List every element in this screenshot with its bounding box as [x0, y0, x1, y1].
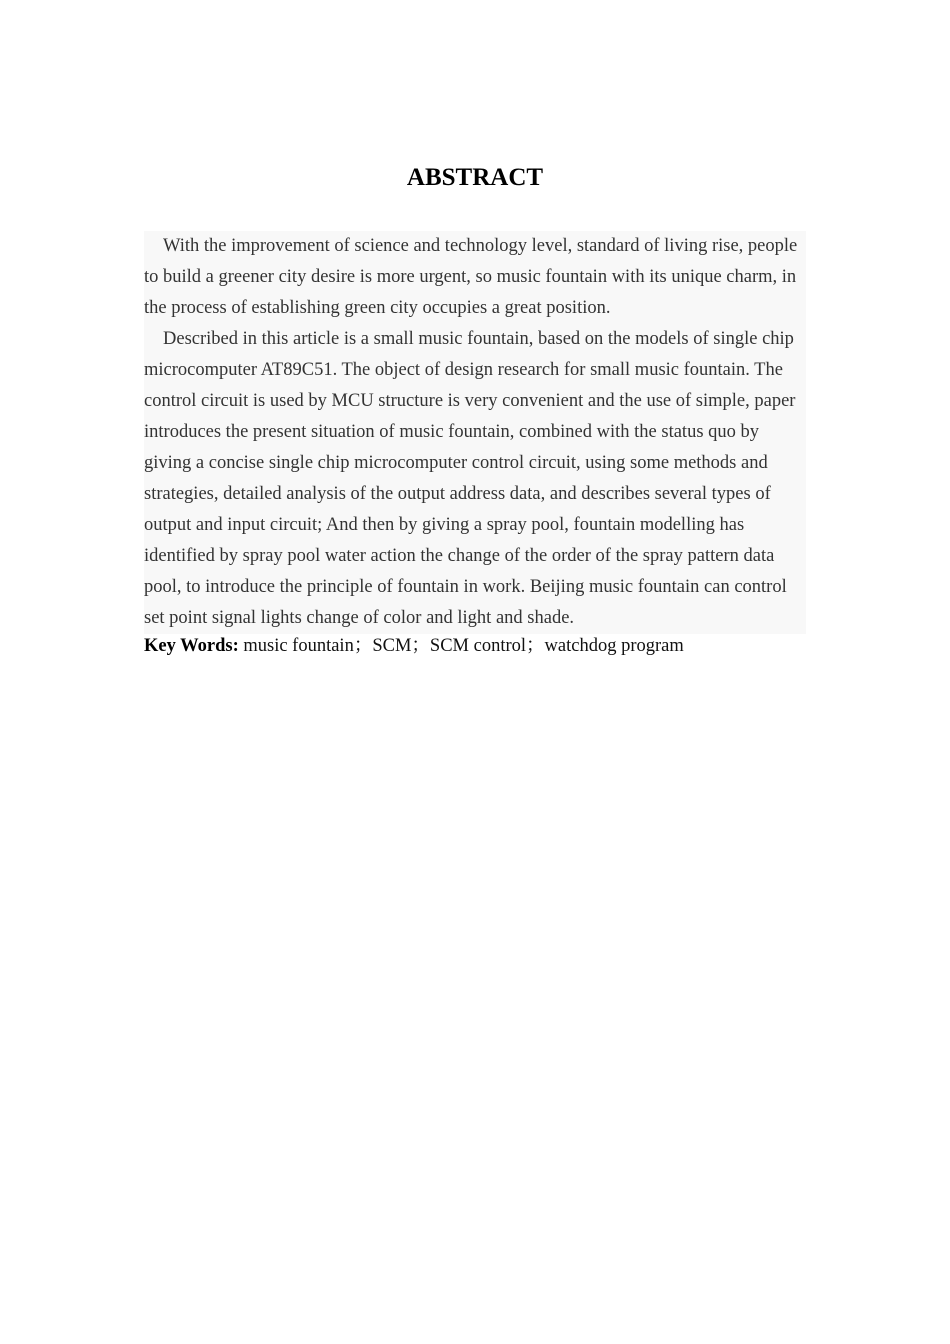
abstract-paragraph-1: With the improvement of science and technology level, standard of living rise, people to build a greener city desire is more urgent, so music fountain with its unique charm, in the process of establishing green city occupies a great position. [144, 236, 798, 318]
abstract-body [144, 231, 806, 634]
keyword-item: SCM； [372, 636, 430, 656]
keyword-item: SCM control； [429, 636, 545, 656]
keyword-item: watchdog program [544, 636, 684, 656]
keywords-line [144, 631, 824, 662]
abstract-title: ABSTRACT [406, 164, 544, 191]
keywords-label: Key Words: [144, 636, 239, 656]
abstract-paragraph-2: Described in this article is a small music fountain, based on the models of single chip microcomputer AT89C51. The object of design research for small music fountain. The control circuit is used by MCU structure is very convenient and the use of simple, paper introduces the present situation of music fountain, combined with the status quo by giving a concise single chip microcomputer control circuit, using some methods and strategies, detailed analysis of the output address data, and describes several types of output and input circuit; And then by giving a spray pool, fountain modelling has identified by spray pool water action the change of the order of the spray pattern data pool, to introduce the principle of fountain in work. Beijing music fountain can control set point signal lights change of color and light and shade. [144, 329, 796, 628]
keyword-item: music fountain； [243, 636, 373, 656]
